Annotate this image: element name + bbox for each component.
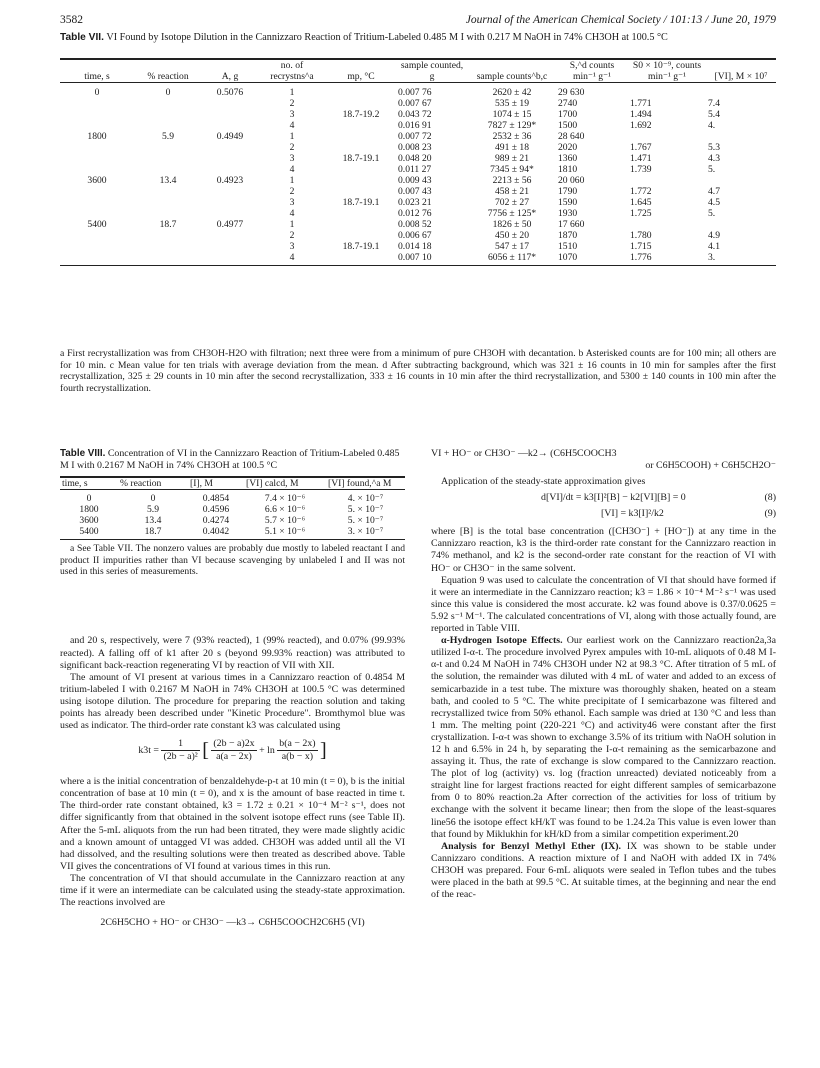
table-cell: 0.4596 [202, 504, 230, 516]
table7 [60, 58, 776, 266]
table-cell [60, 98, 134, 109]
table8 [60, 476, 405, 540]
table-cell [706, 131, 776, 142]
table-cell: 989 ± 21 [494, 153, 530, 164]
table-cell [60, 241, 134, 252]
table-cell: 1074 ± 15 [492, 109, 532, 120]
table-cell [134, 186, 202, 197]
table-cell: 1510 [558, 241, 578, 252]
table-cell: 1360 [558, 153, 578, 164]
table7-col-header: % reaction [134, 60, 202, 83]
table-cell: 0.012 76 [398, 208, 432, 219]
table-cell: 702 ± 27 [494, 197, 530, 208]
table-cell: 0.014 18 [398, 241, 432, 252]
table-cell: 4.3 [708, 153, 720, 164]
table-cell [202, 208, 258, 219]
eq-lhs: k3t = [138, 745, 159, 757]
table-cell: 6.6 × 10⁻⁶ [264, 504, 306, 516]
table-cell: 7345 ± 94* [490, 164, 534, 175]
table-cell [202, 98, 258, 109]
table-row [60, 241, 776, 252]
table-cell: 0.009 43 [398, 175, 432, 186]
table-cell: 18.7 [118, 526, 188, 540]
table-cell [60, 120, 134, 131]
table8-col-header: [I], M [188, 478, 244, 490]
table-cell: 4 [258, 252, 326, 266]
table-cell: 0.007 43 [398, 186, 432, 197]
table-cell: 0.4977 [216, 219, 244, 230]
table-cell: 2 [289, 230, 295, 241]
table-cell: 1 [289, 175, 295, 186]
table-cell: 0.008 23 [398, 142, 432, 153]
table-cell: 0.007 76 [398, 87, 432, 98]
table-cell: 1790 [558, 186, 578, 197]
table-row [60, 142, 776, 153]
table-cell: 4 [289, 208, 295, 219]
table-row [60, 208, 776, 219]
table-cell: 1700 [558, 109, 578, 120]
table-cell [134, 153, 202, 164]
table-row [60, 252, 776, 266]
table-cell [60, 186, 134, 197]
table7-caption-text: VI Found by Isotope Dilution in the Cannizzaro Reaction of Tritium-Labeled 0.485 M I with 0.217 M NaOH in 74% CH3OH at 100.5 °C [106, 32, 668, 43]
table-cell: 3. [706, 252, 776, 266]
table-cell [60, 252, 134, 266]
table-cell: 1800 [79, 504, 99, 516]
table-cell: 7.4 × 10⁻⁶ [264, 493, 306, 505]
table-cell: 0.048 20 [398, 153, 432, 164]
table7-col-header: time, s [60, 60, 134, 83]
reaction-equation-2: VI + HO⁻ or CH3O⁻ —k2→ (C6H5COOCH3 or C6H5COOH) + C6H5CH2O⁻ [431, 448, 776, 472]
table-cell [202, 142, 258, 153]
table-cell [326, 252, 396, 266]
table-cell: 13.4 [159, 175, 177, 186]
table-row [60, 83, 776, 99]
table-cell: 5.3 [708, 142, 720, 153]
table-cell: 18.7-19.1 [342, 153, 380, 164]
table7-caption [60, 32, 776, 44]
table-cell [60, 208, 134, 219]
table8-col-header: time, s [60, 478, 118, 490]
table-cell: 5. × 10⁻⁷ [347, 504, 384, 516]
table-cell [134, 120, 202, 131]
table-cell: 7756 ± 125* [487, 208, 537, 219]
right-column [431, 448, 776, 901]
table-cell: 547 ± 17 [494, 241, 530, 252]
table-cell: 5.9 [162, 131, 174, 142]
table-cell: 5. [708, 208, 716, 219]
table-cell: 2740 [558, 98, 578, 109]
table-cell: 4.7 [708, 186, 720, 197]
table-cell [326, 98, 396, 109]
table-cell: 3 [289, 241, 295, 252]
table-cell: 5. [708, 164, 716, 175]
table-cell [326, 164, 396, 175]
table8-col-header: [VI] calcd, M [244, 478, 326, 490]
table-row [60, 515, 405, 526]
table-cell: 4. × 10⁻⁷ [347, 493, 384, 505]
table-cell: 2 [289, 98, 295, 109]
table-cell: 1.772 [630, 186, 652, 197]
table-cell: 7.4 [708, 98, 720, 109]
table7-body [60, 83, 776, 266]
table8-caption [60, 448, 405, 471]
table-cell: 0 [150, 493, 156, 505]
table-cell [60, 153, 134, 164]
table-cell [202, 120, 258, 131]
table-cell: 2532 ± 36 [492, 131, 532, 142]
table-cell [706, 83, 776, 99]
table-cell: 1500 [558, 120, 578, 131]
table-cell: 18.7-19.1 [342, 241, 380, 252]
table7-col-header: S,^d counts min⁻¹ g⁻¹ [556, 60, 628, 83]
table-cell: 2020 [558, 142, 578, 153]
table-cell [134, 142, 202, 153]
table-cell: 13.4 [144, 515, 162, 527]
body-paragraph: The amount of VI present at various times in a Cannizzaro reaction of 0.4854 M tritium-labeled I with 0.2167 M NaOH in 74% CH3OH at 100.5 °C was determined using isotope dilution. The procedure for preparing the reaction solution and taking points has already been described under "Kinetic Procedure". Bromthymol blue was used as indicator. The third-order rate constant k3 was calculated using [60, 671, 405, 732]
table-cell: 1800 [87, 131, 107, 142]
body-paragraph: Application of the steady-state approximation gives [441, 476, 646, 488]
table-cell: 0.4854 [202, 493, 230, 505]
table-cell [202, 186, 258, 197]
body-paragraph: The concentration of VI that should accumulate in the Cannizzaro reaction at any time if it were an intermediate can be calculated using the steady-state approximation. The reactions involved are [60, 872, 405, 909]
table-cell: 1.471 [630, 153, 652, 164]
table-cell: 0.006 67 [398, 230, 432, 241]
table-cell [134, 98, 202, 109]
table-cell: 18.7-19.2 [342, 109, 380, 120]
table-cell: 17 660 [558, 219, 585, 230]
table-cell: 1070 [556, 252, 628, 266]
table-cell: 2620 ± 42 [492, 87, 532, 98]
equation-number: (9) [764, 508, 776, 520]
table-cell: 4 [289, 120, 295, 131]
table-cell [706, 175, 776, 186]
table-cell: 450 ± 20 [494, 230, 530, 241]
table-cell: 1.715 [630, 241, 652, 252]
journal-citation: Journal of the American Chemical Society / 101:13 / June 20, 1979 [465, 14, 776, 26]
table-cell: 3 [289, 109, 295, 120]
table-cell: 0.023 21 [398, 197, 432, 208]
table-cell: 7827 ± 129* [487, 120, 537, 131]
table-cell: 4.9 [708, 230, 720, 241]
table-cell: 1590 [558, 197, 578, 208]
table7-label: Table VII. [60, 32, 104, 43]
table-cell: 0 [86, 493, 92, 505]
table-cell: 29 630 [558, 87, 585, 98]
table-cell: 18.7 [159, 219, 177, 230]
table8-col-header: % reaction [118, 478, 188, 490]
table8-label: Table VIII. [60, 448, 106, 459]
table-row [60, 490, 405, 505]
table-cell [60, 230, 134, 241]
table-cell: 3 [289, 197, 295, 208]
table-cell [326, 186, 396, 197]
table-row [60, 504, 405, 515]
table-cell [60, 197, 134, 208]
table-cell: 0.4274 [202, 515, 230, 527]
table-cell: 6056 ± 117* [468, 252, 556, 266]
table-cell [628, 219, 706, 230]
table-cell: 1 [289, 219, 295, 230]
table7-col-header: mp, °C [326, 60, 396, 83]
table-cell [202, 252, 258, 266]
table7-header-row [60, 60, 776, 83]
body-paragraph: and 20 s, respectively, were 7 (93% reacted), 1 (99% reacted), and 0.07% (99.93% reacted). A falling off of k1 after 20 s (beyond 99.93% reaction) was attributed to significant back-reaction regenerating VI by reaction of VII with XII. [60, 635, 405, 671]
table-cell [134, 241, 202, 252]
table-cell: 28 640 [558, 131, 585, 142]
table-cell: 0 [165, 87, 171, 98]
table-cell [202, 109, 258, 120]
table-cell: 5400 [87, 219, 107, 230]
table-cell: 5400 [60, 526, 118, 540]
table-row [60, 153, 776, 164]
table-cell [326, 230, 396, 241]
table-row [60, 164, 776, 175]
table8-caption-text: Concentration of VI in the Cannizzaro Reaction of Tritium-Labeled 0.485 M I with 0.2167 M NaOH in 74% CH3OH at 100.5 °C [60, 448, 400, 471]
table-cell: 5.9 [147, 504, 159, 516]
table-cell: 1.767 [630, 142, 652, 153]
eq-fraction: $\frac{b(a - 2x)}{a(b - x)}$ [279, 738, 316, 763]
table7-col-header: no. of recrystns^a [258, 60, 326, 83]
table-cell: 491 ± 18 [494, 142, 530, 153]
table-cell [60, 164, 134, 175]
table-cell: 3600 [87, 175, 107, 186]
rate-equation: k3t = $\frac{1}{\text{(2b − a)²}}$ [ $\frac{(2b - a)2x}{a(a - 2x)}$ + ln $\frac{b(a - 2x)}{a(b - x)}$ ] [138, 738, 327, 763]
table-cell: 1.645 [630, 197, 652, 208]
table7-footnote: a First recrystallization was from CH3OH-H2O with filtration; next three were from a minimum of pure CH3OH with decantation. b Asterisked counts are for 100 min; all others are for 10 min. c Mean value for ten trials with average deviation from the mean. d After subtracting background, which was 321 ± 16 counts in 10 min for samples after the first recrystallization, 325 ± 29 counts in 10 min after the second recrystallization, 333 ± 16 counts in 10 min after the third recrystallization, and 5300 ± 140 counts in 100 min after the fourth recrystallization. [60, 348, 776, 394]
table-row [60, 186, 776, 197]
section-heading: α-Hydrogen Isotope Effects. [441, 635, 563, 647]
table-cell: 1.739 [630, 164, 652, 175]
table-cell [202, 153, 258, 164]
table7-col-header: [VI], M × 10⁷ [706, 60, 776, 83]
equation-9: [VI] = k3[I]²/k2 (9) [601, 508, 776, 520]
table-row [60, 131, 776, 142]
table-row [60, 109, 776, 120]
table-cell [202, 241, 258, 252]
table-cell [134, 208, 202, 219]
table-row [60, 219, 776, 230]
table-cell: 0.007 10 [396, 252, 468, 266]
table-cell [134, 197, 202, 208]
table-cell: 5. × 10⁻⁷ [347, 515, 384, 527]
table-cell [202, 164, 258, 175]
table-cell: 2213 ± 56 [492, 175, 532, 186]
table-cell [202, 197, 258, 208]
table-row [60, 120, 776, 131]
table-cell: 1810 [558, 164, 578, 175]
eq-ln: + ln [259, 745, 275, 757]
table-row [60, 175, 776, 186]
table-cell: 5.7 × 10⁻⁶ [264, 515, 306, 527]
table8-footnote: a See Table VII. The nonzero values are probably due mostly to labeled reactant I and product II impurities rather than VI because scavenging by unlabeled I and II was not used in this series of measurements. [60, 543, 405, 577]
table7-col-header: S0 × 10⁻⁹, counts min⁻¹ g⁻¹ [628, 60, 706, 83]
table-cell [326, 175, 396, 186]
table-cell: 3600 [79, 515, 99, 527]
table-cell: 535 ± 19 [494, 98, 530, 109]
table-cell [134, 164, 202, 175]
body-paragraph: α-Hydrogen Isotope Effects. Our earliest work on the Cannizzaro reaction2a,3a utilized I-α-t. The procedure involved Pyrex ampules with 10-mL aliquots of 0.48 M I-α-t and 0.24 M NaOH in 74% CH3OH under N2 at 98.3 °C. After titration of 5 mL of the solution, the remainder was diluted with 4 mL of water and added to an excess of semicarbazide in a test tube. The mixture was thoroughly shaken, heated on a steam bath, and cooled to 5 °C. The white precipitate of I semicarbazone was filtered and recrystallized twice from 50% ethanol. Each sample was dried at 130 °C and less than 1 mm. The melting point (220-221 °C) and activity46 were constant after the first crystallization. I-α-t was shown to exchange 3.5% of its tritium with NaOH solution in 12 h and 6.5% in 24 h, by separating the I-α-t remaining as the semicarbazone and assaying it. Thus, the rate of exchange is slow compared to the Cannizzaro reaction. The plot of log (activity) vs. log (fraction unreacted) deviated noticeably from a straight line for largest fractions reacted for eight different samples of semicarbazone from 0 to 80% reaction.2a After correction of the activities for loss of tritium by exchange with the solvent it became linear; then from the slope of the least-squares line56 the isotope effect kH/kT was found to be 1.24.2a This value is even lower than that found by Miklukhin for kH/kD from a similar competition experiment.20 [431, 635, 777, 840]
table-cell: 0.011 27 [398, 164, 432, 175]
body-paragraph: Analysis for Benzyl Methyl Ether (IX). IX was shown to be stable under Cannizzaro conditions. A reaction mixture of I and NaOH with added IX in 74% CH3OH was prepared. Four 6-mL aliquots were sealed in Teflon tubes and the tubes were placed in the bath at 99.5 °C. At suitable times, at the beginning and near the end of the reac- [431, 840, 776, 901]
equation-number: (8) [764, 492, 776, 504]
table-cell: 0.5076 [216, 87, 244, 98]
table-cell: 1930 [558, 208, 578, 219]
table-cell: 0.4042 [188, 526, 244, 540]
table-cell: 1826 ± 50 [492, 219, 532, 230]
table-cell: 0.007 72 [398, 131, 432, 142]
table-cell: 1 [289, 131, 295, 142]
table-cell [202, 230, 258, 241]
table-cell: 0 [94, 87, 100, 98]
table-cell: 0.007 67 [398, 98, 432, 109]
table-cell [326, 131, 396, 142]
table-cell: 1.692 [630, 120, 652, 131]
running-header [60, 14, 776, 30]
left-column [60, 448, 405, 934]
table-cell: 5.4 [708, 109, 720, 120]
table-cell: 20 060 [558, 175, 585, 186]
table7-col-header: A, g [202, 60, 258, 83]
table-cell: 0.043 72 [398, 109, 432, 120]
table-cell: 0.016 91 [398, 120, 432, 131]
reaction-equation: 2C6H5CHO + HO⁻ or CH3O⁻ —k3→ C6H5COOCH2C6H5 (VI) [100, 917, 365, 929]
table8-body [60, 490, 405, 540]
table-cell [326, 208, 396, 219]
equation-8: d[VI]/dt = k3[I]²[B] − k2[VI][B] = 0 (8) [541, 492, 776, 504]
table-cell [628, 175, 706, 186]
body-paragraph: Equation 9 was used to calculate the concentration of VI that should have formed if it were an intermediate in the Cannizzaro reaction; k3 = 1.86 × 10⁻⁴ M⁻² s⁻¹ was used since this value is considered the most accurate. k2 was found above is 0.37/0.0625 = 5.92 s⁻¹ M⁻¹. The calculated concentrations of VI, along with those actually found, are reported in Table VIII. [431, 574, 776, 635]
table-cell [134, 230, 202, 241]
table-cell: 4.5 [708, 197, 720, 208]
table-cell: 0.4949 [216, 131, 244, 142]
table-cell: 1.780 [630, 230, 652, 241]
table-cell [134, 252, 202, 266]
table-cell [326, 120, 396, 131]
eq-fraction: $\frac{(2b - a)2x}{a(a - 2x)}$ [213, 738, 255, 763]
page-number: 3582 [60, 14, 83, 26]
table-row [60, 230, 776, 241]
table-cell: 4.1 [708, 241, 720, 252]
table7-col-header: sample counts^b,c [468, 60, 556, 83]
table8-header-row [60, 478, 405, 490]
table-cell: 2 [289, 142, 295, 153]
table-cell: 3. × 10⁻⁷ [326, 526, 405, 540]
table-cell [60, 109, 134, 120]
table-cell [326, 83, 396, 99]
body-paragraph: where a is the initial concentration of benzaldehyde-p-t at 10 min (t = 0), b is the initial concentration of base at 10 min (t = 0), and x is the amount of base reacted in time t. The third-order rate constant obtained, k3 = 1.72 ± 0.21 × 10⁻⁴ M⁻² s⁻¹, does not differ significantly from that obtained in the solvent isotope effect runs (see Table II). After the 5-mL aliquots from the run had been titrated, they were made slightly acidic and a known amount of untagged VI was added. CH3OH was added until all the VI had dissolved, and the resulting solutions were then treated as described above. Table VII gives the concentrations of VI found at various times in this run. [60, 776, 405, 872]
table-cell [628, 83, 706, 99]
table-cell: 1 [289, 87, 295, 98]
table-cell: 5.1 × 10⁻⁶ [244, 526, 326, 540]
table-cell: 1.494 [630, 109, 652, 120]
table-row [60, 526, 405, 540]
table-row [60, 197, 776, 208]
eq-fraction: $\frac{1}{\text{(2b − a)²}}$ [163, 738, 198, 763]
table-cell: 1.771 [630, 98, 652, 109]
table-row [60, 98, 776, 109]
table-cell: 1870 [558, 230, 578, 241]
table-cell: 4. [708, 120, 716, 131]
table-cell [326, 142, 396, 153]
table-cell: 2 [289, 186, 295, 197]
table-cell: 3 [289, 153, 295, 164]
table-cell: 1.725 [630, 208, 652, 219]
table-cell: 0.4923 [216, 175, 244, 186]
body-paragraph: where [B] is the total base concentration ([CH3O⁻] + [HO⁻]) at any time in the Cannizzaro reaction, k3 is the third-order rate constant for the Cannizzaro reaction in 74% methanol, and k2 is the second-order rate constant for the reaction of VI with HO⁻ or CH3O⁻ in the same solvent. [431, 526, 776, 574]
table-cell: 458 ± 21 [494, 186, 530, 197]
table-cell: 4 [289, 164, 295, 175]
table-cell: 0.008 52 [398, 219, 432, 230]
section-heading: Analysis for Benzyl Methyl Ether (IX). [441, 840, 621, 852]
table-cell: 18.7-19.1 [342, 197, 380, 208]
table-cell [706, 219, 776, 230]
table7-col-header: sample counted, g [396, 60, 468, 83]
table-cell: 1.776 [628, 252, 706, 266]
table-cell [134, 109, 202, 120]
table8-col-header: [VI] found,^a M [326, 478, 405, 490]
table-cell [60, 142, 134, 153]
table-cell [628, 131, 706, 142]
table-cell [326, 219, 396, 230]
